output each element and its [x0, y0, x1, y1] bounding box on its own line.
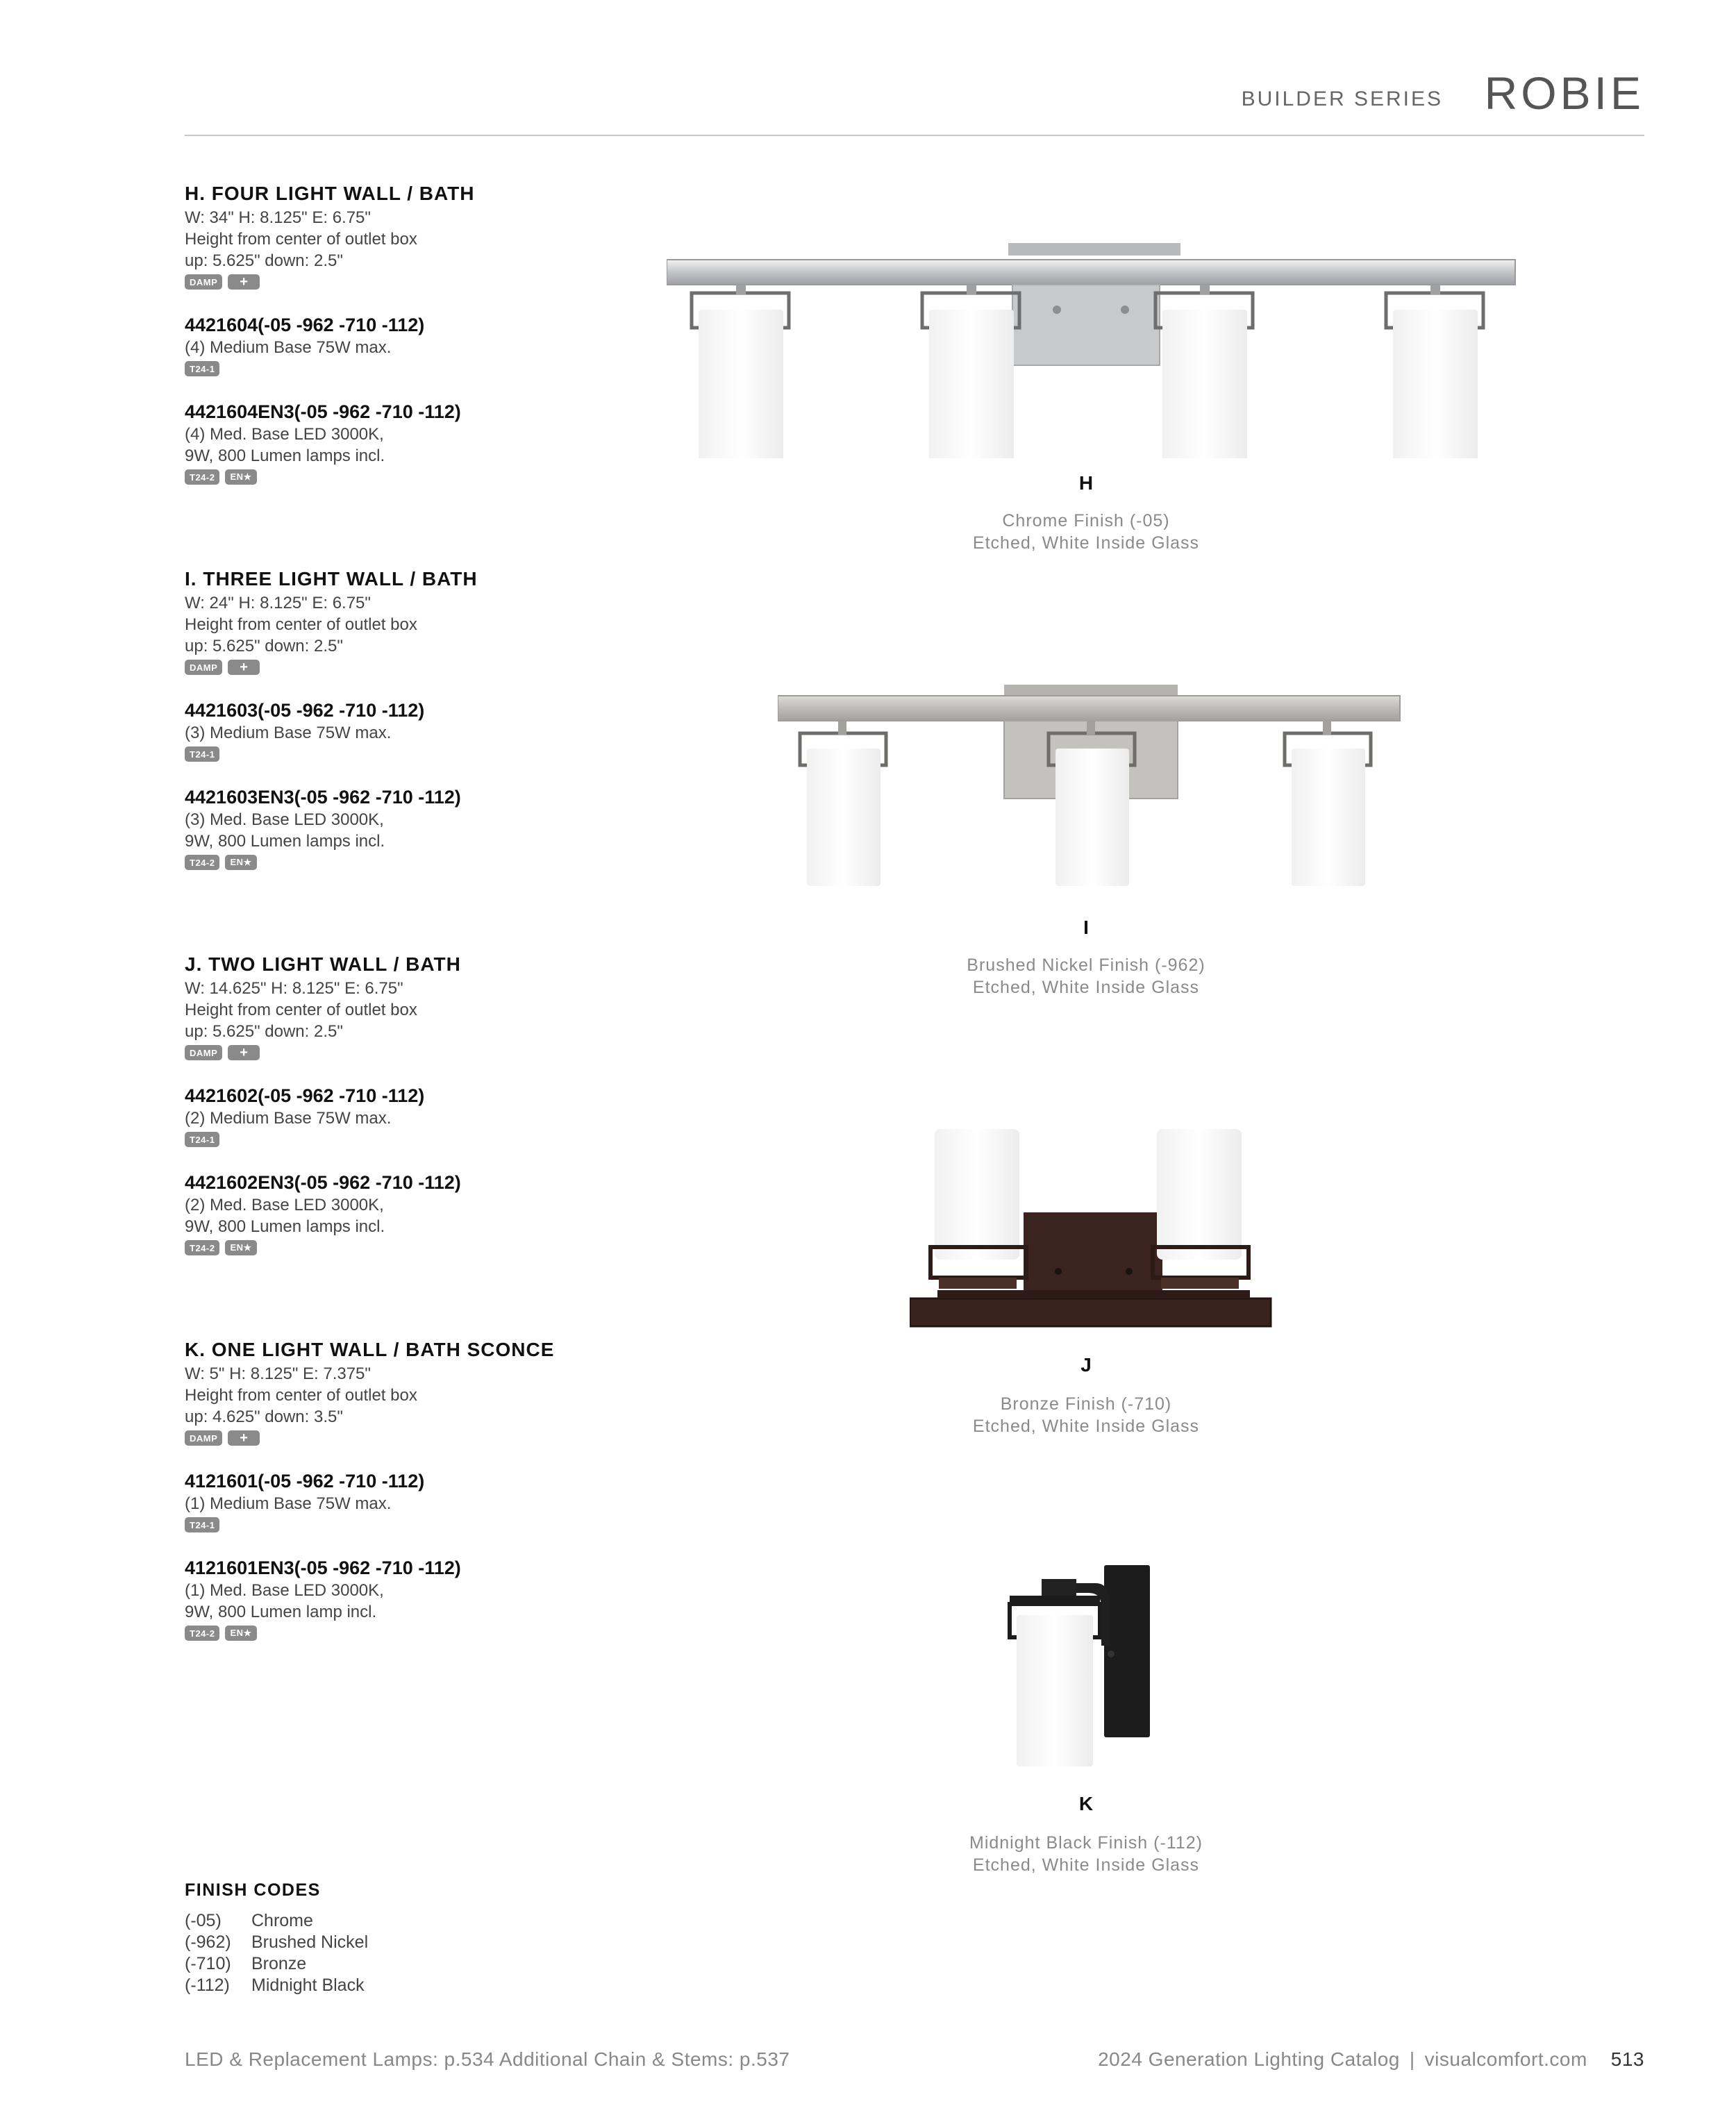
- rating-badges: [185, 660, 754, 675]
- product-spec-block-i: [185, 566, 754, 870]
- rating-badge: T24-1: [185, 361, 219, 376]
- fixture-k-glass: Etched, White Inside Glass: [972, 1855, 1200, 1875]
- rating-badge: T24-2: [185, 1240, 219, 1255]
- rating-badge: DAMP: [185, 660, 222, 675]
- sku-badges: [185, 1626, 754, 1641]
- fixture-h-image: [667, 243, 1521, 458]
- sku-code: 4121601EN3(-05 -962 -710 -112): [185, 1557, 461, 1578]
- rating-badges: [185, 1045, 754, 1060]
- product-dimensions: W: 24" H: 8.125" E: 6.75": [185, 594, 371, 612]
- finish-name: Bronze: [251, 1954, 307, 1973]
- plus-rating-badge: +: [228, 274, 260, 290]
- sku-code: 4421602EN3(-05 -962 -710 -112): [185, 1172, 461, 1193]
- finish-name: Midnight Black: [251, 1975, 365, 1995]
- product-title: I. THREE LIGHT WALL / BATH: [185, 568, 478, 590]
- rating-badge: EN★: [225, 1240, 256, 1255]
- finish-codes-list: [185, 1910, 368, 1996]
- fixture-i-label: I: [1083, 917, 1089, 938]
- sku-description: 9W, 800 Lumen lamp incl.: [185, 1603, 377, 1621]
- fixture-h-shade-4: [1386, 285, 1483, 458]
- sku-badges: [185, 746, 754, 762]
- sku-code: 4421602(-05 -962 -710 -112): [185, 1085, 425, 1106]
- finish-code-row: [185, 1975, 368, 1996]
- rating-badge: T24-1: [185, 746, 219, 762]
- fixture-k-shade: [1010, 1596, 1100, 1766]
- rating-badge: EN★: [225, 855, 256, 870]
- footer-site-link[interactable]: visualcomfort.com: [1424, 2048, 1587, 2070]
- collection-title: ROBIE: [1484, 67, 1644, 119]
- sku-code: 4421604(-05 -962 -710 -112): [185, 315, 425, 335]
- sku-badges: [185, 1240, 754, 1255]
- finish-code-row: [185, 1932, 368, 1953]
- footer-catalog-info: [1098, 2048, 1644, 2071]
- fixture-i-glass: Etched, White Inside Glass: [972, 978, 1200, 997]
- up-down-measure: up: 5.625" down: 2.5": [185, 637, 343, 655]
- rating-badge: DAMP: [185, 1430, 222, 1446]
- sku-code: 4421604EN3(-05 -962 -710 -112): [185, 401, 461, 422]
- fixture-h-shade-2: [922, 285, 1019, 458]
- fixture-j-shade-2: [1153, 1129, 1249, 1289]
- finish-code: (-05): [185, 1911, 222, 1930]
- height-note: Height from center of outlet box: [185, 1386, 417, 1405]
- footer-catalog: 2024 Generation Lighting Catalog: [1098, 2048, 1400, 2070]
- footer-references: LED & Replacement Lamps: p.534 Additional Chain & Stems: p.537: [185, 2048, 790, 2070]
- finish-name: Brushed Nickel: [251, 1932, 369, 1952]
- fixture-i-finish: Brushed Nickel Finish (-962): [967, 955, 1205, 975]
- rating-badge: EN★: [225, 469, 256, 485]
- plus-rating-badge: +: [228, 1430, 260, 1446]
- plus-rating-badge: +: [228, 660, 260, 675]
- finish-code: (-962): [185, 1932, 231, 1952]
- finish-codes-title: FINISH CODES: [185, 1880, 321, 1900]
- product-spec-block-k: [185, 1337, 754, 1641]
- sku-code: 4121601(-05 -962 -710 -112): [185, 1471, 425, 1492]
- rating-badge: DAMP: [185, 274, 222, 290]
- fixture-k-label: K: [1078, 1793, 1094, 1814]
- sku-description: (1) Med. Base LED 3000K,: [185, 1581, 384, 1600]
- sku-description: 9W, 800 Lumen lamps incl.: [185, 1217, 385, 1236]
- sku-description: (1) Medium Base 75W max.: [185, 1494, 392, 1513]
- product-title: J. TWO LIGHT WALL / BATH: [185, 953, 461, 975]
- fixture-j-caption: [843, 1393, 1329, 1437]
- sku-list: [185, 699, 754, 870]
- series-label: BUILDER SERIES: [1241, 87, 1443, 110]
- fixture-h-glass: Etched, White Inside Glass: [972, 533, 1200, 553]
- finish-name: Chrome: [251, 1911, 313, 1930]
- product-title: H. FOUR LIGHT WALL / BATH: [185, 183, 475, 204]
- plus-rating-badge: +: [228, 1045, 260, 1060]
- footer-separator: |: [1409, 2048, 1415, 2070]
- height-note: Height from center of outlet box: [185, 615, 417, 634]
- sku-description: 9W, 800 Lumen lamps incl.: [185, 446, 385, 465]
- fixture-i-image: [778, 685, 1403, 900]
- fixture-h-caption: [843, 510, 1329, 554]
- finish-codes: [185, 1880, 368, 1996]
- finish-code-row: [185, 1953, 368, 1975]
- product-dimensions: W: 14.625" H: 8.125" E: 6.75": [185, 979, 403, 998]
- rating-badge: T24-1: [185, 1132, 219, 1147]
- fixture-i-shade-1: [800, 721, 886, 886]
- product-spec-block-j: [185, 951, 754, 1255]
- sku-list: [185, 1469, 754, 1641]
- sku-description: 9W, 800 Lumen lamps incl.: [185, 832, 385, 851]
- fixture-h-finish: Chrome Finish (-05): [1002, 511, 1170, 530]
- height-note: Height from center of outlet box: [185, 1001, 417, 1019]
- sku-description: (4) Medium Base 75W max.: [185, 338, 392, 357]
- rating-badges: [185, 1430, 754, 1446]
- sku-description: (4) Med. Base LED 3000K,: [185, 425, 384, 444]
- sku-description: (2) Medium Base 75W max.: [185, 1109, 392, 1128]
- rating-badge: T24-2: [185, 1626, 219, 1641]
- fixture-j-label: J: [1080, 1354, 1092, 1376]
- sku-badges: [185, 855, 754, 870]
- product-title: K. ONE LIGHT WALL / BATH SCONCE: [185, 1339, 555, 1360]
- fixture-i-caption: [843, 954, 1329, 999]
- fixture-k-image: [1000, 1565, 1187, 1773]
- sku-description: (3) Medium Base 75W max.: [185, 724, 392, 742]
- up-down-measure: up: 4.625" down: 3.5": [185, 1407, 343, 1426]
- sku-badges: [185, 1517, 754, 1532]
- finish-code-row: [185, 1910, 368, 1932]
- sku-code: 4421603EN3(-05 -962 -710 -112): [185, 787, 461, 808]
- sku-list: [185, 1084, 754, 1255]
- product-dimensions: W: 34" H: 8.125" E: 6.75": [185, 208, 371, 227]
- fixture-h-label: H: [1078, 472, 1094, 494]
- finish-code: (-112): [185, 1975, 230, 1995]
- rating-badge: T24-2: [185, 469, 219, 485]
- sku-badges: [185, 1132, 754, 1147]
- height-note: Height from center of outlet box: [185, 230, 417, 249]
- up-down-measure: up: 5.625" down: 2.5": [185, 1022, 343, 1041]
- fixture-i-shade-3: [1285, 721, 1371, 886]
- rating-badge: DAMP: [185, 1045, 222, 1060]
- fixture-j-shade-1: [930, 1129, 1026, 1289]
- sku-description: (2) Med. Base LED 3000K,: [185, 1196, 384, 1214]
- rating-badge: T24-1: [185, 1517, 219, 1532]
- finish-code: (-710): [185, 1954, 231, 1973]
- sku-code: 4421603(-05 -962 -710 -112): [185, 700, 425, 721]
- up-down-measure: up: 5.625" down: 2.5": [185, 251, 343, 270]
- sku-description: (3) Med. Base LED 3000K,: [185, 810, 384, 829]
- fixture-k-finish: Midnight Black Finish (-112): [969, 1833, 1203, 1853]
- fixture-h-shade-3: [1155, 285, 1253, 458]
- page-number: 513: [1610, 2048, 1644, 2070]
- fixture-j-image: [910, 1129, 1278, 1330]
- sku-badges: [185, 469, 754, 485]
- fixture-j-glass: Etched, White Inside Glass: [972, 1417, 1200, 1436]
- fixture-j-finish: Bronze Finish (-710): [1000, 1394, 1172, 1414]
- fixture-k-caption: [843, 1832, 1329, 1876]
- page-header: [185, 67, 1644, 136]
- rating-badge: EN★: [225, 1626, 256, 1641]
- rating-badge: T24-2: [185, 855, 219, 870]
- fixture-h-shade-1: [692, 285, 789, 458]
- product-dimensions: W: 5" H: 8.125" E: 7.375": [185, 1364, 371, 1383]
